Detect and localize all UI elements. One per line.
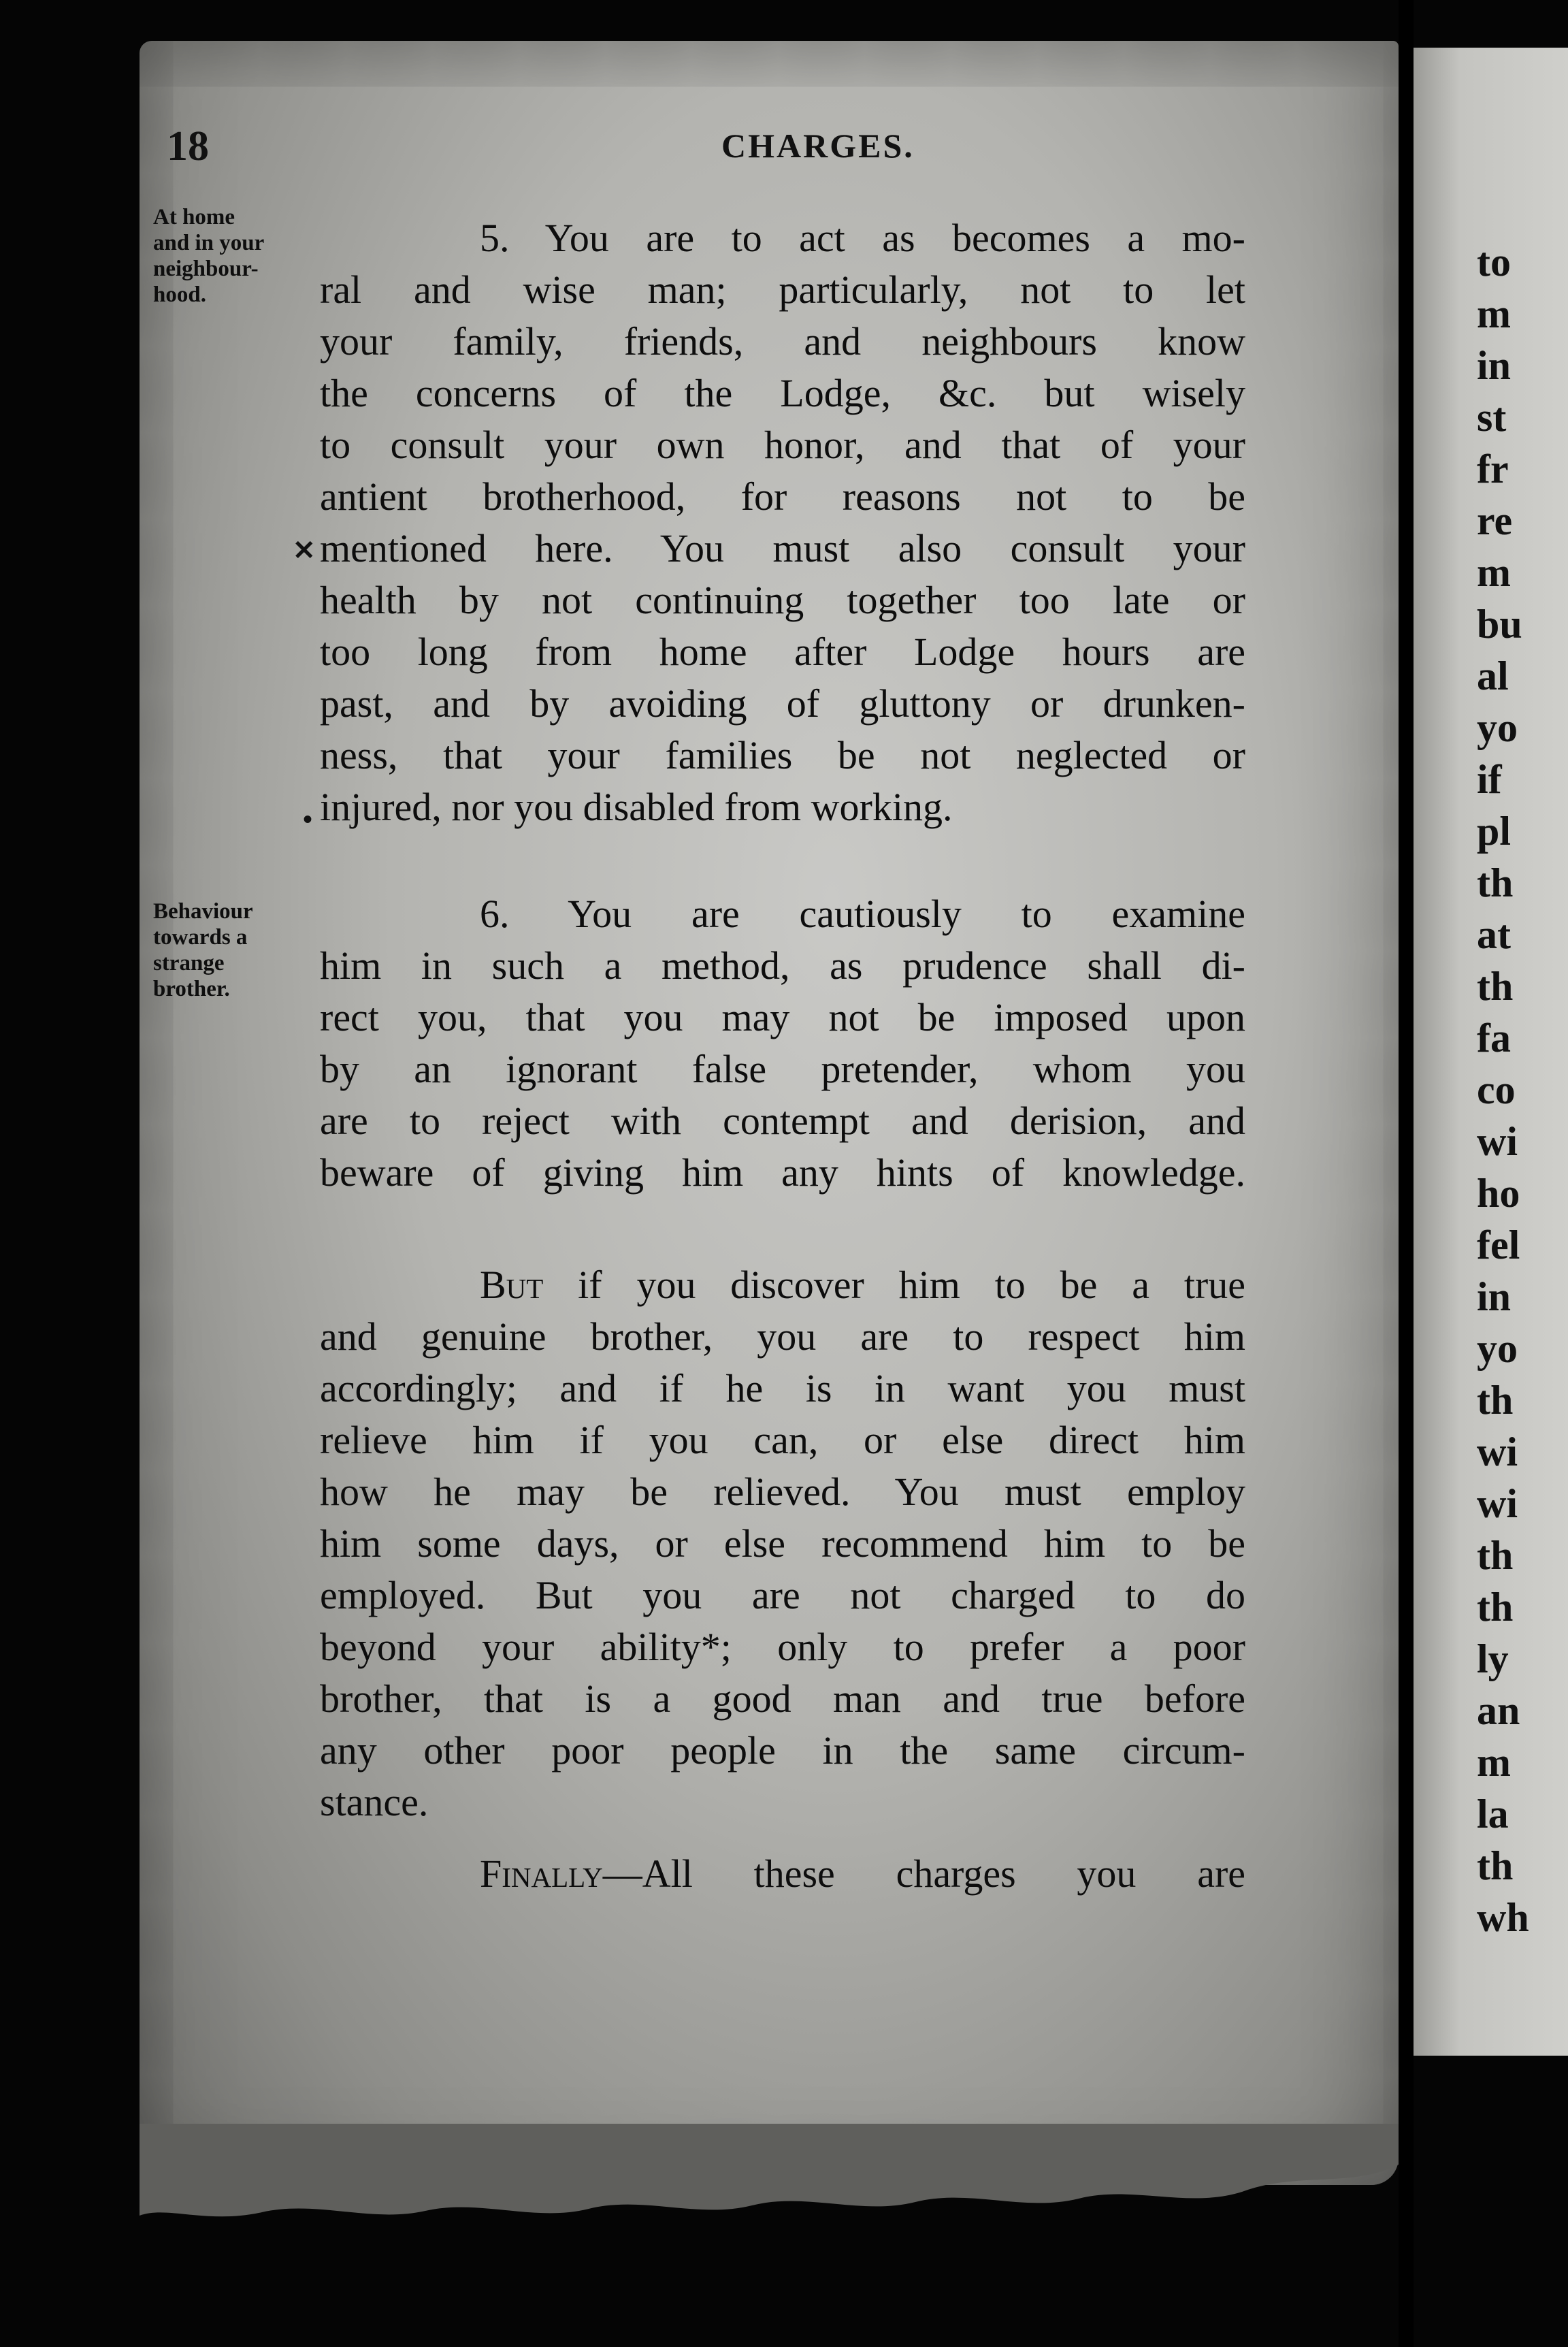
paragraph-finally <box>320 1848 1245 1900</box>
right-page-fragment: fel <box>1477 1223 1520 1267</box>
margin-mark: • <box>303 804 313 835</box>
right-page-fragment: pl <box>1477 809 1512 854</box>
right-page-fragment: al <box>1477 653 1509 698</box>
right-page-fragment: yo <box>1477 705 1518 750</box>
right-page-fragment: ly <box>1477 1636 1509 1681</box>
right-page-fragment: th <box>1477 860 1514 905</box>
text-line: rect you, that you may not be imposed upon <box>320 995 1245 1039</box>
right-page-fragment: re <box>1477 498 1513 543</box>
text-line: to consult your own honor, and that of your <box>320 423 1245 467</box>
text-line: relieve him if you can, or else direct him <box>320 1418 1245 1462</box>
right-page-fragment: wi <box>1477 1481 1518 1526</box>
sidenote-line: and in your <box>153 231 265 255</box>
text-line: 6. You are cautiously to examine <box>480 892 1245 936</box>
sidenote-line: brother. <box>153 977 230 1001</box>
right-page-fragment: in <box>1477 1274 1512 1319</box>
sidenote-line: neighbour- <box>153 257 259 281</box>
text-line: too long from home after Lodge hours are <box>320 630 1245 674</box>
text-line: the concerns of the Lodge, &c. but wisely <box>320 371 1245 415</box>
sidenote-line: Behaviour <box>153 899 253 924</box>
right-page-fragment: at <box>1477 912 1511 957</box>
text-line: But if you discover him to be a true <box>480 1263 1245 1307</box>
sidenote-line: hood. <box>153 282 206 307</box>
right-page-fragment: yo <box>1477 1326 1518 1371</box>
right-page-fragment: th <box>1477 1378 1514 1423</box>
sidenote-line: At home <box>153 205 235 229</box>
text-line: are to reject with contempt and derision, and <box>320 1099 1245 1143</box>
margin-mark: ✕ <box>293 535 316 566</box>
right-page-fragment: to <box>1477 240 1511 285</box>
right-page-fragment: th <box>1477 1843 1514 1888</box>
right-page-fragment: th <box>1477 964 1514 1009</box>
paragraph-6 <box>320 888 1245 1199</box>
text-line: him some days, or else recommend him to be <box>320 1521 1245 1566</box>
text-line: health by not continuing together too late or <box>320 578 1245 622</box>
right-page-fragment: m <box>1477 550 1511 595</box>
text-line: your family, friends, and neighbours know <box>320 319 1245 363</box>
right-page-fragment: wh <box>1477 1895 1529 1940</box>
page-gutter <box>1399 0 1414 2347</box>
sidenote-at-home <box>153 204 316 308</box>
paragraph-5 <box>320 212 1245 833</box>
right-page-fragment: st <box>1477 395 1507 440</box>
text-line: ral and wise man; particularly, not to let <box>320 268 1245 312</box>
right-page-fragment: la <box>1477 1792 1509 1836</box>
text-line: beyond your ability*; only to prefer a poor <box>320 1625 1245 1669</box>
text-line: any other poor people in the same circum- <box>320 1728 1245 1773</box>
text-line: Finally—All these charges you are <box>480 1851 1245 1896</box>
right-page-fragment: fr <box>1477 447 1509 491</box>
text-line: past, and by avoiding of gluttony or drunken- <box>320 681 1245 726</box>
text-line: 5. You are to act as becomes a mo- <box>480 216 1245 260</box>
text-line: ness, that your families be not neglected or <box>320 733 1245 777</box>
text-line: antient brotherhood, for reasons not to be <box>320 474 1245 519</box>
right-page-fragment: in <box>1477 343 1512 388</box>
text-line: him in such a method, as prudence shall di- <box>320 943 1245 988</box>
right-page-fragment: th <box>1477 1533 1514 1578</box>
text-line: brother, that is a good man and true before <box>320 1677 1245 1721</box>
running-head: CHARGES. <box>721 127 915 165</box>
right-page-fragment: wi <box>1477 1119 1518 1164</box>
text-line: employed. But you are not charged to do <box>320 1573 1245 1617</box>
text-line: stance. <box>320 1780 429 1824</box>
right-page-fragment: co <box>1477 1067 1516 1112</box>
right-page-fragment: fa <box>1477 1016 1511 1061</box>
torn-page-edge <box>140 2124 1399 2226</box>
paragraph-but <box>320 1259 1245 1828</box>
right-page-fragment: if <box>1477 757 1502 802</box>
sidenote-line: strange <box>153 951 225 975</box>
right-page-fragment: m <box>1477 1740 1511 1785</box>
text-line: by an ignorant false pretender, whom you <box>320 1047 1245 1091</box>
right-page-fragment: m <box>1477 291 1511 336</box>
right-page-fragment: ho <box>1477 1171 1520 1216</box>
text-line: how he may be relieved. You must employ <box>320 1470 1245 1514</box>
sidenote-line: towards a <box>153 925 248 950</box>
right-page-fragment: bu <box>1477 602 1522 647</box>
page-number: 18 <box>167 123 209 169</box>
right-page-fragment: an <box>1477 1688 1520 1733</box>
right-page-fragment: th <box>1477 1585 1514 1630</box>
text-line: and genuine brother, you are to respect him <box>320 1314 1245 1359</box>
text-line: mentioned here. You must also consult your <box>320 526 1245 570</box>
text-line: beware of giving him any hints of knowledge. <box>320 1150 1245 1195</box>
sidenote-strange-brother <box>153 899 316 1002</box>
text-line: injured, nor you disabled from working. <box>320 785 953 829</box>
text-line: accordingly; and if he is in want you must <box>320 1366 1245 1410</box>
right-page-fragment: wi <box>1477 1429 1518 1474</box>
